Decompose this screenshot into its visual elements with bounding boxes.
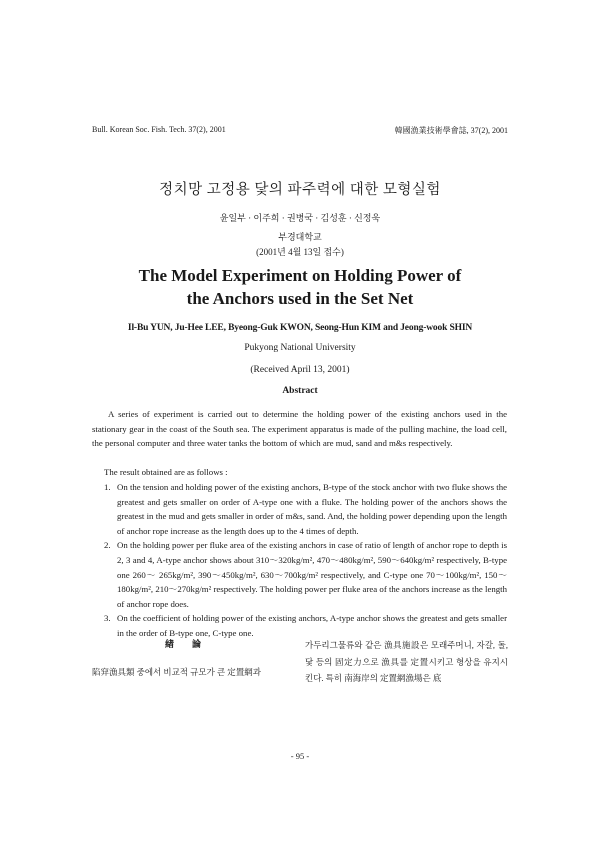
intro-left-text: 陷穽漁具類 중에서 비교적 규모가 큰 定置網과 <box>92 667 261 677</box>
intro-right-column: 가두리그물류와 같은 漁具施設은 모래주머니, 자갈, 돌, 닻 등의 固定力으로 漁具를 定置시키고 형상을 유지시킨다. 특히 南海岸의 定置網漁場은 底 <box>305 640 508 683</box>
result-intro: The result obtained are as follows : <box>104 467 228 477</box>
result-item <box>104 538 507 611</box>
english-title-line-2: the Anchors used in the Set Net <box>186 289 414 308</box>
result-text: On the tension and holding power of the existing anchors, B-type of the stock anchor with two fluke shows the greatest and gets smaller on order of A-type one with a fluke. The holding power of the anchors shows the greatest in the mud and gets smaller in order of m&s, sand. And, the holding power depending upon the length of anchor rope increase as the length does up to the 4 times of depth. <box>117 482 507 536</box>
journal-header-ko: 韓國漁業技術學會誌, 37(2), 2001 <box>394 126 508 135</box>
page-number: - 95 - <box>290 751 310 761</box>
result-text: On the coefficient of holding power of the existing anchors, A-type anchor shows the greatest and gets smaller in the order of B-type one, C-type one. <box>117 613 507 638</box>
english-received-date: (Received April 13, 2001) <box>250 365 350 375</box>
korean-affiliation: 부경대학교 <box>278 232 322 242</box>
korean-received-date: (2001년 4월 13일 접수) <box>256 247 344 257</box>
journal-header-en: Bull. Korean Soc. Fish. Tech. 37(2), 2001 <box>92 125 226 134</box>
english-title <box>0 264 600 310</box>
english-affiliation: Pukyong National University <box>244 343 356 353</box>
english-title-line-1: The Model Experiment on Holding Power of <box>138 266 462 285</box>
results-list <box>104 480 507 641</box>
result-number: 2. <box>104 540 111 551</box>
english-authors: Il-Bu YUN, Ju-Hee LEE, Byeong-Guk KWON, Seong-Hun KIM and Jeong-wook SHIN <box>127 323 473 333</box>
abstract-body <box>92 407 507 451</box>
result-item <box>104 480 507 538</box>
result-number: 3. <box>104 613 111 624</box>
abstract-paragraph: A series of experiment is carried out to determine the holding power of the existing anchors used in the stationary gear in the coast of the South sea. The experiment apparatus is made of the pulling machine, the load cell, the personal computer and three water tanks the bottom of which are mud, sand and m&s respectively. <box>92 409 507 449</box>
result-number: 1. <box>104 482 111 492</box>
korean-title: 정치망 고정용 닻의 파주력에 대한 모형실험 <box>159 182 441 198</box>
intro-left-column <box>92 637 292 680</box>
korean-authors: 윤일부 · 이주희 · 권병국 · 김성훈 · 신정욱 <box>219 213 381 223</box>
introduction-heading: 緖論 <box>164 639 219 649</box>
result-text: On the holding power per fluke area of the existing anchors in case of ratio of length of anchor rope to depth is 2, 3 and 4, A-type anchor shows about 310～320kg/m², 470～480kg/m², 590～640kg/m² respectively, B-type one 260～ 265kg/m², 390～450kg/m², 630～700kg/m² respectively, and C-type one 70～100kg/m², 150～180kg/m², 210～270kg/m² respectively. The holding power per fluke area of the anchors increase as the length of anchor rope does. <box>117 540 507 609</box>
abstract-heading: Abstract <box>282 386 318 396</box>
